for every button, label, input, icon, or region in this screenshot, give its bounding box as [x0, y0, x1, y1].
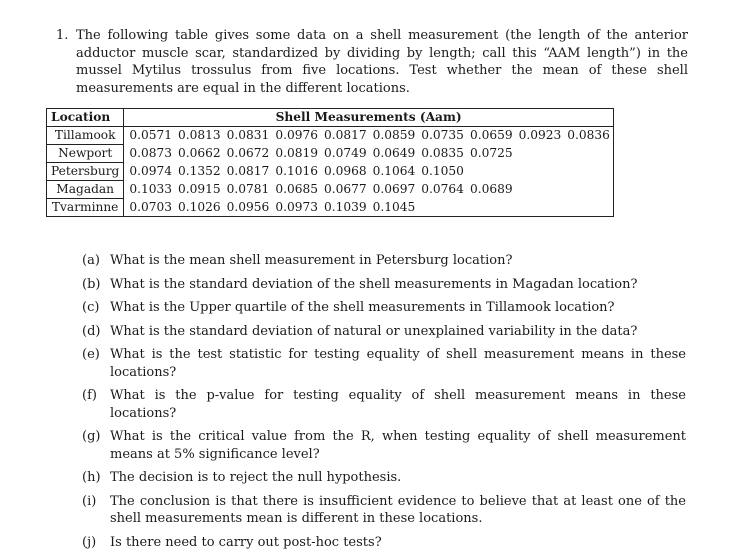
location-cell: Magadan [47, 181, 124, 199]
measurement-cell: 0.0835 [421, 146, 464, 160]
question-label: (j) [82, 534, 97, 550]
table-row [47, 127, 614, 145]
measurement-cell: 0.1352 [178, 164, 221, 178]
question-label: (a) [82, 253, 100, 268]
measurement-cell [467, 163, 516, 181]
question-text: What is the standard deviation of natural or unexplained variability in the data? [110, 323, 638, 339]
question-list [82, 252, 686, 557]
problem-statement [56, 27, 688, 97]
measurement-cell: 0.0749 [323, 146, 367, 160]
question-label: (f) [82, 388, 97, 403]
measurement-cell: 0.0659 [469, 128, 513, 143]
measurement-cell: 0.0703 [124, 199, 175, 217]
question-item [82, 276, 686, 294]
measurement-cell: 0.0974 [129, 164, 172, 178]
measurement-cell: 0.0973 [272, 199, 321, 217]
measurement-cell: 0.0976 [275, 128, 318, 143]
question-label: (h) [82, 470, 101, 485]
measurement-cell: 0.1050 [421, 164, 464, 178]
measurement-cell: 0.0817 [226, 164, 270, 178]
location-column-header: Location [47, 109, 124, 127]
measurement-cell: 0.1064 [372, 164, 416, 178]
measurement-cell [564, 163, 613, 181]
measurement-cell: 0.0968 [323, 164, 367, 178]
measurement-cell [516, 163, 565, 181]
measurement-cell: 0.0915 [178, 182, 221, 196]
measurement-cell: 0.1026 [175, 199, 224, 217]
problem-number: 1. [56, 28, 69, 43]
location-cell: Petersburg [47, 163, 124, 181]
measurement-cell: 0.0649 [372, 146, 416, 160]
measurement-cell: 0.0781 [226, 182, 270, 196]
table-header-row [47, 109, 614, 127]
measurement-cell: 0.0831 [226, 128, 270, 143]
measurement-cell: 0.0923 [518, 128, 562, 143]
measurements-column-header: Shell Measurements (Aam) [124, 109, 614, 127]
table-row [47, 199, 614, 217]
question-item [82, 469, 686, 487]
question-item [82, 323, 686, 341]
measurement-cell: 0.0817 [323, 128, 367, 143]
question-text: What is the critical value from the R, when testing equality of shell measurement means at 5% significance level? [110, 429, 686, 462]
question-item [82, 493, 686, 528]
question-label: (d) [82, 323, 101, 339]
location-cell: Tvarminne [47, 199, 124, 217]
measurement-cell: 0.0571 [129, 128, 172, 143]
measurement-cell: 0.0735 [421, 128, 464, 143]
question-text: What is the standard deviation of the shell measurements in Magadan location? [110, 276, 638, 292]
measurement-cell [467, 199, 516, 217]
measurement-cell: 0.1039 [321, 199, 370, 217]
question-label: (i) [82, 493, 97, 509]
shell-measurements-table [46, 108, 614, 217]
measurement-cell: 0.0689 [469, 182, 513, 196]
measurement-cell: 0.0764 [421, 182, 464, 196]
question-item [82, 346, 686, 381]
measurement-cell: 0.0836 [564, 127, 613, 145]
measurement-cell: 0.1033 [129, 182, 172, 196]
measurement-cell [564, 181, 613, 199]
measurement-cell [564, 199, 613, 217]
measurement-cell: 0.0662 [178, 146, 221, 160]
measurement-cell: 0.0677 [323, 182, 367, 196]
table-row [47, 163, 614, 181]
measurement-cell: 0.0859 [372, 128, 416, 143]
measurement-cell: 0.0813 [178, 128, 221, 143]
measurement-cell [418, 199, 467, 217]
question-text: What is the mean shell measurement in Petersburg location? [110, 253, 513, 268]
measurement-cell: 0.0672 [226, 146, 270, 160]
problem-intro: The following table gives some data on a shell measurement (the length of the anterior adductor muscle scar, standardized by dividing by length; call this “AAM length”) in the mussel Mytilus trossulus from five locations. Test whether the mean of these shell measurements are equal in the different locations. [76, 28, 688, 96]
question-text: What is the Upper quartile of the shell measurements in Tillamook location? [110, 300, 615, 315]
table-body [47, 127, 614, 217]
question-item [82, 428, 686, 463]
measurement-cell: 0.0873 [129, 146, 172, 160]
question-item [82, 534, 686, 552]
measurement-cell: 0.0725 [469, 146, 513, 160]
question-label: (g) [82, 429, 101, 444]
measurement-cell: 0.0819 [275, 146, 318, 160]
measurement-cell [564, 145, 613, 163]
question-text: The conclusion is that there is insufficient evidence to believe that at least one of the shell measurements mean is different in these locations. [110, 493, 686, 526]
table-row [47, 145, 614, 163]
location-cell: Newport [47, 145, 124, 163]
question-text: What is the p-value for testing equality of shell measurement means in these locations? [110, 388, 686, 421]
measurement-cell: 0.0685 [275, 182, 318, 196]
question-item [82, 387, 686, 422]
measurement-cell: 0.1016 [275, 164, 318, 178]
question-label: (b) [82, 276, 101, 292]
measurement-cell: 0.1045 [370, 199, 419, 217]
table-row [47, 181, 614, 199]
measurement-cell [516, 199, 565, 217]
measurement-cell: 0.0697 [372, 182, 416, 196]
measurement-cell [516, 145, 565, 163]
question-item [82, 252, 686, 270]
question-label: (c) [82, 300, 100, 315]
measurement-cell: 0.0956 [224, 199, 273, 217]
question-text: The decision is to reject the null hypothesis. [110, 470, 402, 485]
question-text: What is the test statistic for testing equality of shell measurement means in these locations? [110, 347, 686, 380]
location-cell: Tillamook [47, 127, 124, 145]
question-text: Is there need to carry out post-hoc tests? [110, 534, 382, 550]
measurement-cell [516, 181, 565, 199]
question-item [82, 299, 686, 317]
question-label: (e) [82, 347, 100, 362]
